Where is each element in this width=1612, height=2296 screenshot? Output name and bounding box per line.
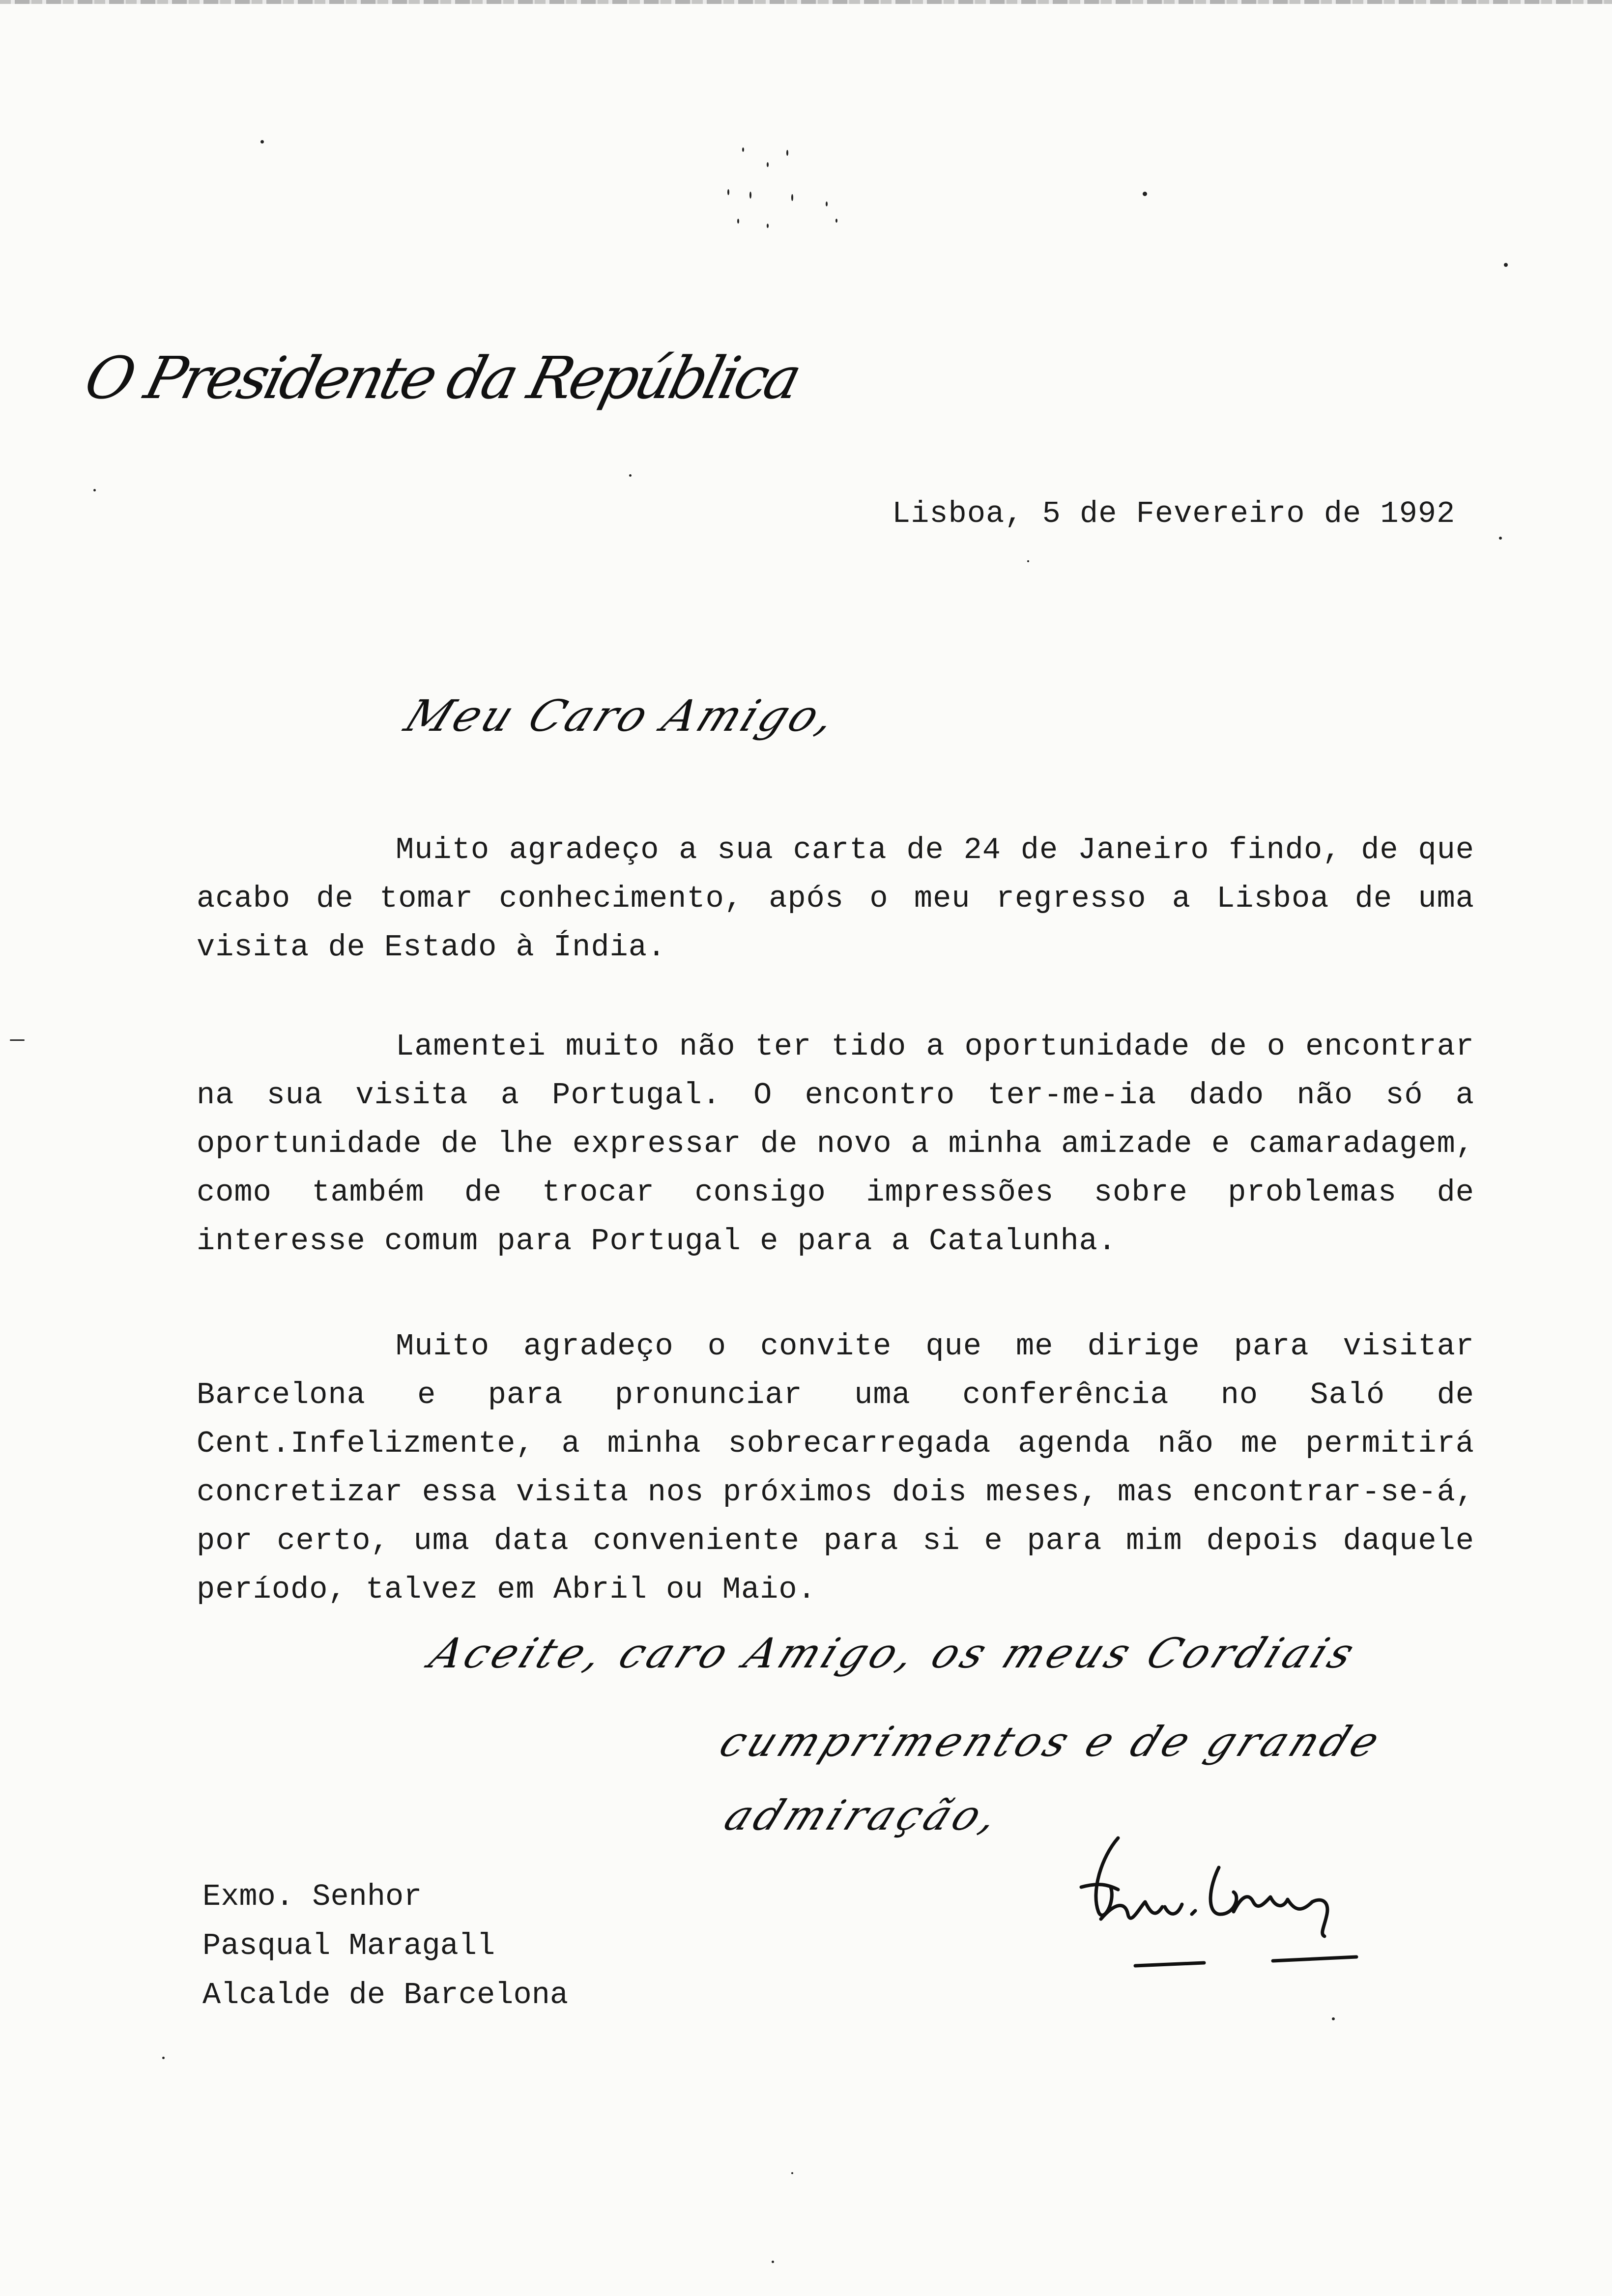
handwritten-signature: [1071, 1828, 1376, 1976]
handwritten-salutation: Meu Caro Amigo,: [398, 690, 847, 741]
scan-speck: [727, 189, 729, 195]
body-paragraph-2: Lamentei muito não ter tido a oportunidade de o encontrar na sua visita a Portugal. O encontro ter-me-ia dado não só a oportunidade de lhe expressar de novo a minha amizade e camaradagem, como também de trocar consigo impressões sobre problemas de interesse comum para Portugal e para a Catalunha.: [197, 1029, 1474, 1259]
handwritten-closing-line-1: Aceite, caro Amigo, os meus Cordiais: [423, 1629, 1365, 1677]
handwritten-closing-line-2: cumprimentos e de grande: [713, 1718, 1391, 1766]
scan-speck: [835, 219, 837, 223]
scan-speck: [162, 2057, 165, 2059]
scan-speck: [742, 147, 744, 152]
recipient-salutation: Exmo. Senhor: [202, 1879, 422, 1914]
recipient-title: Alcalde de Barcelona: [202, 1978, 569, 2012]
letterhead-title: O Presidente da República: [78, 344, 806, 412]
scan-speck: [772, 2261, 774, 2263]
scan-speck: [93, 489, 96, 491]
dateline: Lisboa, 5 de Fevereiro de 1992: [892, 496, 1456, 531]
scan-speck: [1332, 2017, 1335, 2020]
scan-speck: [629, 474, 632, 477]
body-paragraph-1: Muito agradeço a sua carta de 24 de Janeiro findo, de que acabo de tomar conhecimento, após o meu regresso a Lisboa de uma visita de Estado à Índia.: [197, 832, 1474, 965]
scan-speck: [737, 219, 739, 224]
scan-speck: [767, 224, 769, 228]
recipient-name: Pasqual Maragall: [202, 1928, 495, 1963]
handwritten-closing-line-3: admiração,: [718, 1791, 1010, 1839]
body-paragraph-3: Muito agradeço o convite que me dirige para visitar Barcelona e para pronunciar uma conferência no Saló de Cent.Infelizmente, a minha sobrecarregada agenda não me permitirá concretizar essa visita nos próximos dois meses, mas encontrar-se-á, por certo, uma data conveniente para si e para mim depois daquele período, talvez em Abril ou Maio.: [197, 1329, 1474, 1607]
scan-speck: [786, 150, 788, 156]
scan-speck: [1499, 537, 1502, 540]
scan-speck: [767, 162, 769, 167]
scan-speck: [791, 194, 793, 201]
recipient-block: [202, 1872, 568, 2020]
scan-speck: [749, 192, 751, 199]
scan-speck: [1143, 192, 1147, 196]
scan-speck: [1027, 560, 1029, 562]
scan-speck: [826, 201, 828, 206]
scan-speck: [1504, 263, 1508, 267]
scan-speck: [260, 140, 264, 144]
scan-speck: [10, 1039, 25, 1041]
scan-speck: [791, 2172, 793, 2174]
scan-edge-line: [0, 0, 1612, 4]
